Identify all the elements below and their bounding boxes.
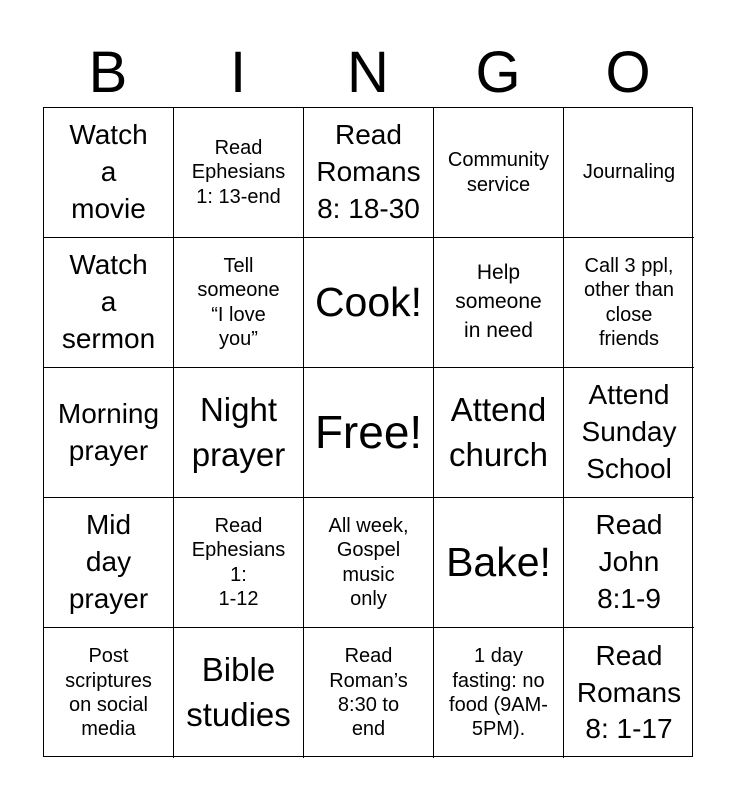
cell-text: Read Ephesians 1: 1-12 <box>191 514 286 610</box>
bingo-cell[interactable] <box>564 628 694 758</box>
bingo-cell[interactable] <box>564 368 694 498</box>
cell-text: Read Ephesians 1: 13-end <box>191 136 286 208</box>
cell-text: Watch a sermon <box>61 249 156 354</box>
free-space-cell[interactable] <box>304 368 434 498</box>
bingo-cell[interactable] <box>44 628 174 758</box>
header-letter-b: B <box>88 40 128 105</box>
bingo-cell[interactable] <box>174 628 304 758</box>
cell-text: Read John 8:1-9 <box>595 509 663 614</box>
free-space-text: Free! <box>314 405 423 458</box>
cell-text: Post scriptures on social media <box>65 645 152 741</box>
bingo-board <box>43 107 693 757</box>
cell-text: Journaling <box>582 161 676 184</box>
bingo-cell[interactable] <box>564 498 694 628</box>
bingo-cell[interactable] <box>434 498 564 628</box>
bingo-cell[interactable] <box>174 498 304 628</box>
cell-text: Watch a movie <box>69 119 148 224</box>
bingo-cell[interactable] <box>44 108 174 238</box>
bingo-cell[interactable] <box>174 108 304 238</box>
cell-text: Call 3 ppl, other than close friends <box>583 254 675 350</box>
header-letter-o: O <box>605 40 651 105</box>
cell-text: Mid day prayer <box>68 509 149 614</box>
bingo-cell[interactable] <box>174 238 304 368</box>
bingo-cell[interactable] <box>434 108 564 238</box>
bingo-cell[interactable] <box>434 628 564 758</box>
cell-text: Bake! <box>446 538 551 585</box>
cell-text: Cook! <box>314 278 423 325</box>
bingo-cell[interactable] <box>564 238 694 368</box>
bingo-cell[interactable] <box>304 628 434 758</box>
cell-text: All week, Gospel music only <box>328 514 409 610</box>
bingo-cell[interactable] <box>44 238 174 368</box>
bingo-cell[interactable] <box>304 108 434 238</box>
cell-text: Read Romans 8: 18-30 <box>316 119 421 224</box>
header-letter-g: G <box>475 40 521 105</box>
cell-text: Community service <box>447 149 550 196</box>
bingo-cell[interactable] <box>44 498 174 628</box>
bingo-cell[interactable] <box>44 368 174 498</box>
cell-text: Tell someone “I love you” <box>197 254 280 350</box>
cell-text: Bible studies <box>186 651 291 733</box>
bingo-cell[interactable] <box>174 368 304 498</box>
bingo-cell[interactable] <box>564 108 694 238</box>
cell-text: Attend Sunday School <box>581 379 677 484</box>
cell-text: Morning prayer <box>57 397 160 466</box>
cell-text: Help someone in need <box>455 261 542 342</box>
cell-text: Read Romans 8: 1-17 <box>576 639 682 745</box>
bingo-header <box>43 38 693 108</box>
cell-text: Attend church <box>448 390 549 473</box>
bingo-cell[interactable] <box>434 238 564 368</box>
bingo-cell[interactable] <box>304 498 434 628</box>
cell-text: 1 day fasting: no food (9AM- 5PM). <box>449 645 548 741</box>
bingo-cell[interactable] <box>304 238 434 368</box>
bingo-cell[interactable] <box>434 368 564 498</box>
header-letter-n: N <box>347 40 389 105</box>
cell-text: Read Roman’s 8:30 to end <box>329 645 408 741</box>
header-letter-i: I <box>229 40 247 105</box>
cell-text: Night prayer <box>191 390 286 473</box>
